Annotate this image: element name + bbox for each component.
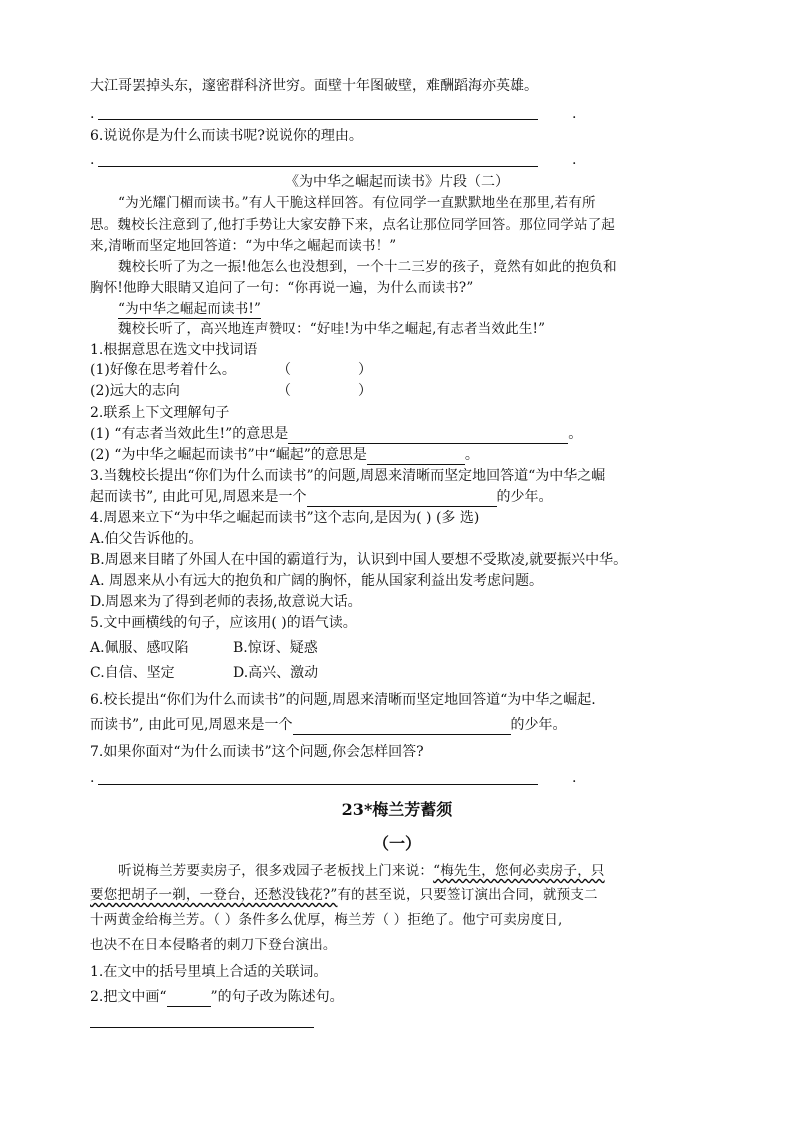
- passage-line: 魏校长听了为之一振!他怎么也没想到，一个十二三岁的孩子，竟然有如此的抱负和: [118, 259, 617, 275]
- lesson-question-1: 1.在文中的括号里填上合适的关联词。: [90, 964, 328, 980]
- option-c[interactable]: C.自信、坚定: [90, 665, 175, 681]
- lesson-passage-line: 听说梅兰芳要卖房子，很多戏园子老板找上门来说：“梅先生，您何必卖房子，只: [118, 863, 605, 879]
- answer-blank[interactable]: [288, 429, 568, 444]
- answer-paren-open: （: [277, 362, 291, 378]
- answer-line-3[interactable]: [98, 784, 538, 785]
- wavy-underlined-sentence: “梅先生，您何必卖房子，只: [433, 863, 605, 879]
- option-d[interactable]: D.周恩来为了得到老师的表扬,故意说大话。: [90, 594, 362, 610]
- passage-line: 来,清晰而坚定地回答道：“为中华之崛起而读书！”: [90, 238, 397, 254]
- poem-line: 大江哥罢掉头东，邃密群科济世穷。面壁十年图破壁，难酬蹈海亦英雄。: [90, 78, 538, 94]
- answer-dot-right: .: [572, 152, 577, 168]
- answer-line-2[interactable]: [98, 166, 538, 167]
- answer-line-4[interactable]: [90, 1027, 314, 1028]
- option-b[interactable]: B.惊讶、疑惑: [233, 640, 318, 656]
- option-c[interactable]: A. 周恩来从小有远大的抱负和广阔的胸怀，能从国家利益出发考虑问题。: [90, 573, 544, 589]
- answer-paren-open: （: [277, 383, 291, 399]
- question-4: 4.周恩来立下“为中华之崛起而读书”这个志向,是因为( ) (多 选): [90, 510, 480, 526]
- passage-title: 《为中华之崛起而读书》片段（二）: [285, 174, 509, 190]
- answer-paren-close: ）: [358, 362, 372, 378]
- question-6: 6.校长提出“你们为什么而读书”的问题,周恩来清晰而坚定地回答道“为中华之崛起.: [90, 692, 596, 708]
- passage-line: 思。魏校长注意到了,他打手势让大家安静下来，点名让那位同学回答。那位同学站了起: [90, 217, 616, 233]
- answer-dot-left: .: [90, 106, 95, 122]
- question-6-cont: 而读书”, 由此可见,周恩来是一个 的少年。: [90, 717, 567, 733]
- section-number: （一）: [372, 834, 421, 853]
- answer-blank[interactable]: [293, 720, 511, 735]
- answer-blank[interactable]: [307, 492, 497, 507]
- lesson-question-2: 2.把文中画“ ”的句子改为陈述句。: [90, 989, 344, 1005]
- lesson-title: 23*梅兰芳蓄须: [341, 800, 453, 819]
- question-2a: (1) “有志者当效此生!”的意思是 。: [90, 426, 583, 442]
- answer-blank[interactable]: [367, 450, 465, 465]
- question-6-previous: 6.说说你是为什么而读书呢?说说你的理由。: [90, 128, 363, 144]
- answer-dot-left: .: [90, 152, 95, 168]
- question-2: 2.联系上下文理解句子: [90, 405, 230, 421]
- lesson-passage-line: 十两黄金给梅兰芳。（ ）条件多么优厚，梅兰芳（ ）拒绝了。他宁可卖房度日,: [90, 912, 563, 928]
- answer-dot-right: .: [572, 106, 577, 122]
- option-a[interactable]: A.伯父告诉他的。: [90, 531, 203, 547]
- question-1b: (2)远大的志向: [90, 383, 180, 399]
- option-b[interactable]: B.周恩来目睹了外国人在中国的霸道行为，认识到中国人要想不受欺凌,就要振兴中华。: [90, 552, 628, 568]
- lesson-passage-line: 要您把胡子一剃，一登台，还愁没钱花?”有的甚至说，只要签订演出合同，就预支二: [90, 887, 598, 903]
- answer-dot-left: .: [90, 770, 95, 786]
- passage-line: 魏校长听了，高兴地连声赞叹：“好哇!为中华之崛起,有志者当效此生!”: [118, 321, 546, 337]
- answer-line-1[interactable]: [98, 119, 538, 120]
- question-7: 7.如果你面对“为什么而读书”这个问题,你会怎样回答?: [90, 744, 424, 760]
- underline-sample: [167, 992, 211, 1007]
- question-5: 5.文中画横线的句子，应该用( )的语气读。: [90, 615, 357, 631]
- question-2b: (2) “为中华之崛起而读书”中“崛起”的意思是 。: [90, 447, 479, 463]
- passage-line: 胸怀!他睁大眼睛又追问了一句：“你再说一遍，为什么而读书?”: [90, 280, 474, 296]
- question-1a: (1)好像在思考着什么。: [90, 362, 236, 378]
- option-d[interactable]: D.高兴、激动: [233, 665, 319, 681]
- wavy-underlined-sentence: 要您把胡子一剃，一登台，还愁没钱花?”: [90, 887, 338, 903]
- passage-line: “为光耀门楣而读书。”有人干脆这样回答。有位同学一直默默地坐在那里,若有所: [118, 195, 596, 211]
- option-a[interactable]: A.佩服、感叹陷: [90, 640, 189, 656]
- question-3-cont: 起而读书”, 由此可见,周恩来是一个 的少年。: [90, 489, 553, 505]
- question-3: 3.当魏校长提出“你们为什么而读书”的问题,周恩来清晰而坚定地回答道“为中华之崛: [90, 468, 606, 484]
- answer-dot-right: .: [572, 770, 577, 786]
- lesson-passage-line: 也决不在日本侵略者的刺刀下登台演出。: [90, 937, 337, 953]
- question-1: 1.根据意思在选文中找词语: [90, 342, 258, 358]
- underlined-sentence: “为中华之崛起而读书!”: [118, 301, 262, 317]
- answer-paren-close: ）: [358, 383, 372, 399]
